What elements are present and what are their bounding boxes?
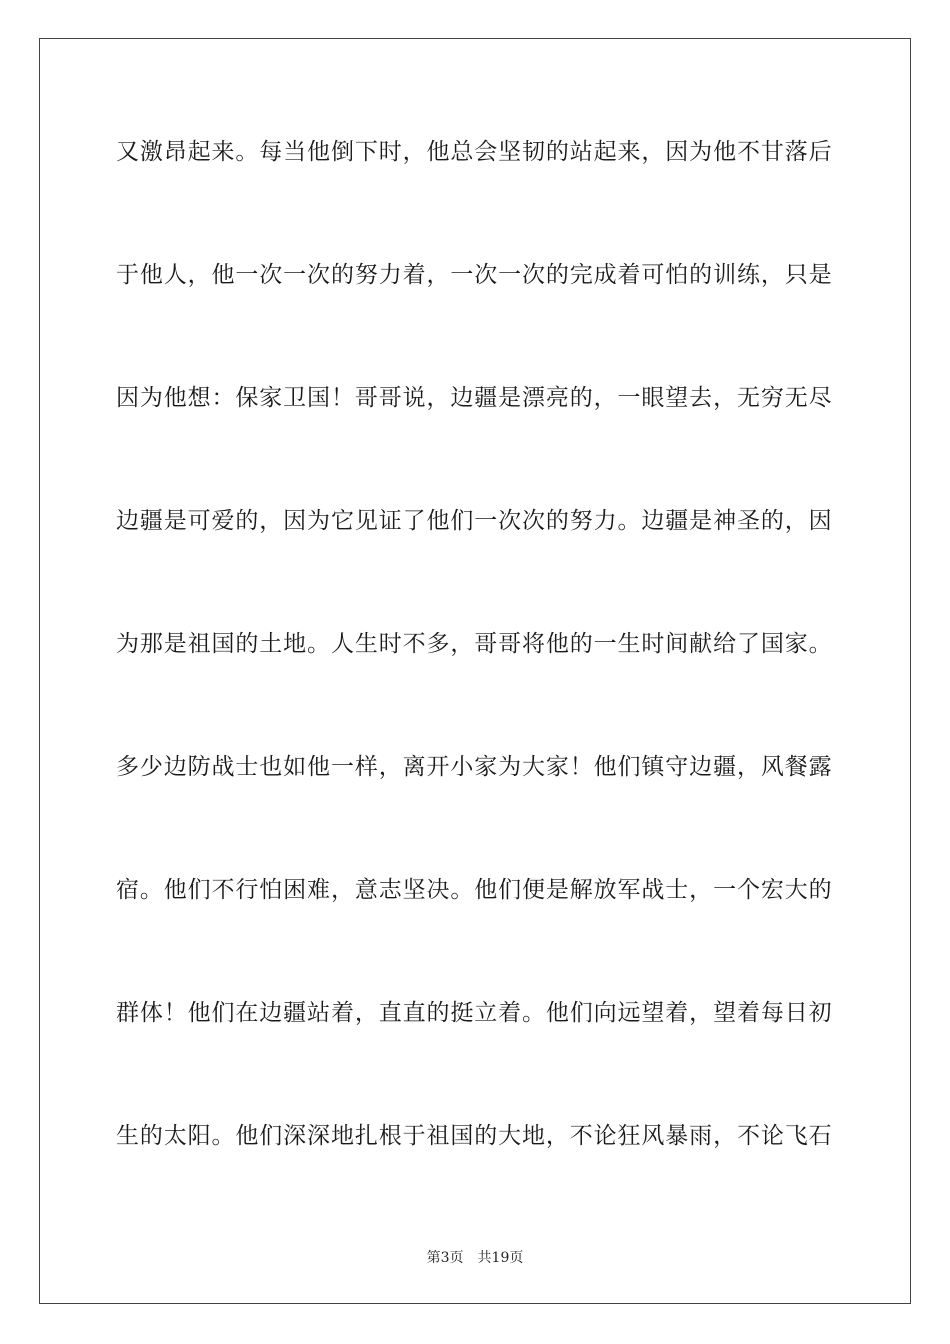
text-line: 宿。他们不行怕困难，意志坚决。他们便是解放军战士，一个宏大的 <box>116 877 832 903</box>
page-total: 共19页 <box>477 1250 524 1266</box>
page-frame <box>39 38 911 1304</box>
text-line: 边疆是可爱的，因为它见证了他们一次次的努力。边疆是神圣的，因 <box>116 508 832 534</box>
text-line: 生的太阳。他们深深地扎根于祖国的大地，不论狂风暴雨，不论飞石 <box>116 1123 832 1149</box>
page-footer <box>0 1247 950 1267</box>
text-line: 多少边防战士也如他一样，离开小家为大家！他们镇守边疆，风餐露 <box>116 754 832 780</box>
text-line: 又激昂起来。每当他倒下时，他总会坚韧的站起来，因为他不甘落后 <box>116 139 832 165</box>
text-line: 因为他想：保家卫国！哥哥说，边疆是漂亮的，一眼望去，无穷无尽 <box>116 385 832 411</box>
text-line: 为那是祖国的土地。人生时不多，哥哥将他的一生时间献给了国家。 <box>116 631 832 657</box>
page-number: 第3页 <box>426 1250 464 1266</box>
text-line: 于他人，他一次一次的努力着，一次一次的完成着可怕的训练，只是 <box>116 262 832 288</box>
text-line: 群体！他们在边疆站着，直直的挺立着。他们向远望着，望着每日初 <box>116 1000 832 1026</box>
